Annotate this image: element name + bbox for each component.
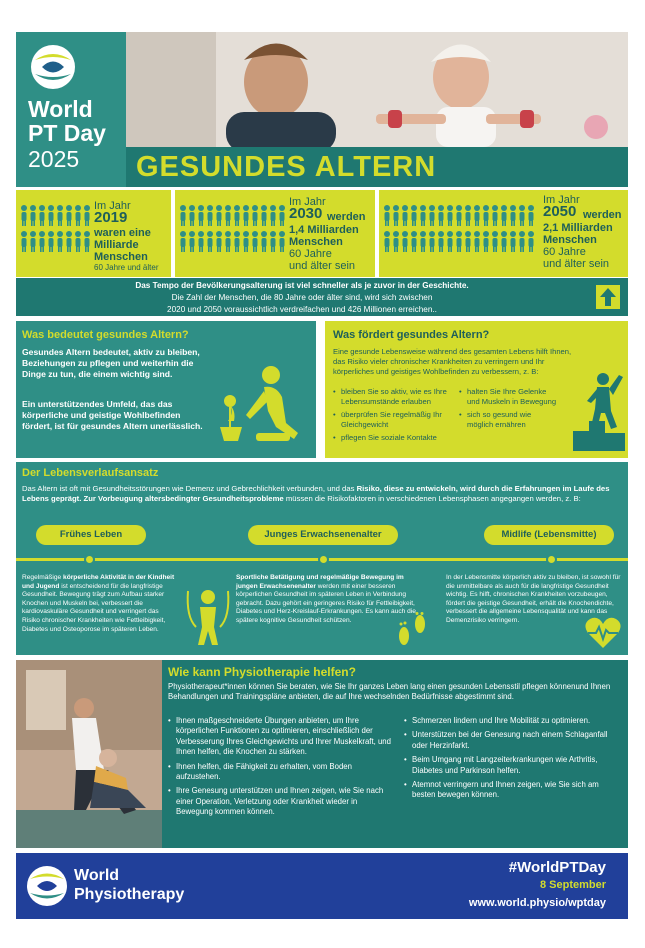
- timeline-dot: [84, 554, 95, 565]
- stat-line3: Menschen: [289, 236, 343, 248]
- box1-title: Was bedeutet gesundes Altern?: [22, 329, 189, 341]
- life-col1-c: ist entscheidend für die langfristige Gesundheit. Bewegung trägt zum Aufbau starker Knochen und Muskeln bei, verbessert die kardiovaskuläre Gesundheit und verringert das Risiko chronischer Krankheiten wie Fettleibigkeit, Diabetes und Osteoporose im späteren Leben.: [22, 582, 166, 633]
- box1-para2: Ein unterstützendes Umfeld, das das körperliche und geistige Wohlbefinden fördert, ist für gesundes Altern unerlässlich.: [22, 399, 203, 431]
- brand-line1: World: [28, 96, 93, 122]
- stage-young-adult: Junges Erwachsenenalter: [248, 525, 398, 545]
- physiotherapy-photo: [16, 660, 162, 848]
- stage-midlife: Midlife (Lebensmitte): [484, 525, 614, 545]
- world-physiotherapy-logo-icon: [26, 865, 68, 907]
- therapist-with-senior-photo: [126, 32, 628, 147]
- world-pt-day-logo-icon: [30, 44, 76, 90]
- list-item: • Atemnot verringern und Ihnen zeigen, wie Sie sich am besten bewegen können.: [404, 780, 614, 801]
- physio-list-col1: [168, 716, 392, 818]
- stat-line1: Im Jahr: [289, 196, 326, 208]
- promote-healthy-aging-box: [325, 321, 628, 458]
- life-intro-c: müssen die Risikofaktoren in verschiedenen Lebensphasen angegangen werden, z. B:: [283, 494, 581, 503]
- stat-year-suffix: werden: [583, 209, 622, 221]
- physio-intro: Physiotherapeut*innen können Sie beraten, wie Sie Ihr ganzes Leben lang einen gesunden Lebensstil pflegen könnenund Ihnen Behandlungen und Trainingspläne anbieten, die auf Ihre wechselnden Bedürfnisse abgestimmt sind.: [168, 682, 611, 701]
- life-intro-b: Risiko, diese zu entwickeln, wird durch die Erfahrungen im Laufe des Lebens geprägt. Zur Vorbeugung altersbedingter Gesundheitsprobleme: [22, 484, 610, 503]
- people-group-icon: [179, 204, 285, 254]
- banner-line2: Die Zahl der Menschen, die 80 Jahre oder älter sind, wird sich zwischen: [171, 293, 433, 302]
- list-item: • Ihre Genesung unterstützen und Ihnen zeigen, wie Sie nach einer Operation, Verletzung oder Krankheit wieder in Bewegung kommen können.: [168, 786, 392, 817]
- brand-panel: [16, 32, 126, 187]
- stat-year-suffix: werden: [327, 211, 366, 223]
- jump-rope-child-icon: [184, 587, 232, 649]
- box2-intro: Eine gesunde Lebensweise während des gesamten Lebens hilft Ihnen, das Risiko vieler chronischer Krankheiten zu verringern und Ihr körperliches und geistiges Wohlbefinden zu verbessern, z. B:: [333, 347, 572, 376]
- arrow-up-badge: [596, 285, 620, 309]
- life-col3: In der Lebensmitte körperlich aktiv zu bleiben, ist sowohl für die unmittelbare als auch für die langfristige Gesundheit wichtig. Es hilft, chronischen Krankheiten vorzubeugen, fördert die geistige Gesundheit, erhält die Knochendichte, verbessert die allgemeine Lebensqualität und kann das Demenzrisiko verringern.: [446, 574, 621, 624]
- stat-line2: 2,1 Milliarden: [543, 222, 613, 234]
- life-col1-a: Regelmäßige: [22, 574, 64, 581]
- stat-line2: waren eine: [94, 227, 151, 239]
- arrow-up-icon: [596, 285, 620, 309]
- life-title: Der Lebensverlaufsansatz: [22, 467, 159, 479]
- stat-line1: Im Jahr: [543, 194, 580, 206]
- stat-year: 2030: [289, 205, 323, 222]
- aging-banner: [16, 278, 628, 316]
- footer-hashtag: #WorldPTDay: [508, 859, 606, 876]
- title-bar: [126, 147, 628, 187]
- heart-pulse-icon: [584, 616, 622, 650]
- list-item: • bleiben Sie so aktiv, wie es Ihre Lebensumstände erlauben: [333, 387, 453, 407]
- stat-line5: 60 Jahre und älter: [94, 263, 159, 272]
- box2-title: Was fördert gesundes Altern?: [333, 329, 490, 341]
- what-is-healthy-aging-box: [16, 321, 316, 458]
- list-item: • Ihnen maßgeschneiderte Übungen anbieten, um Ihre körperlichen Funktionen zu optimieren, einschließlich der Verbesserung Ihres Gleichgewichts und Ihrer Muskelkraft, und Ihnen helfen, die Knochen zu stärken.: [168, 716, 392, 758]
- list-item: • Unterstützen bei der Genesung nach einem Schlaganfall oder Herzinfarkt.: [404, 730, 614, 751]
- stat-2050: [379, 190, 628, 277]
- list-item: • sich so gesund wie möglich ernähren: [459, 410, 559, 430]
- banner-line3: 2020 und 2050 voraussichtlich verdreifachen und 426 Millionen erreichen..: [167, 305, 437, 314]
- physio-title: Wie kann Physiotherapie helfen?: [168, 665, 356, 679]
- timeline-dot: [546, 554, 557, 565]
- therapist-assisting-senior-photo: [16, 660, 162, 848]
- brand-year: 2025: [28, 146, 80, 172]
- stage-early-life: Frühes Leben: [36, 525, 146, 545]
- box1-para1: Gesundes Altern bedeutet, aktiv zu bleiben, Beziehungen zu pflegen und weiterhin die Dinge zu tun, die einem wichtig sind.: [22, 347, 200, 379]
- footer-org-line2: Physiotherapy: [74, 886, 185, 903]
- timeline-dot: [318, 554, 329, 565]
- footer-url[interactable]: www.world.physio/wptday: [468, 897, 606, 909]
- list-item: • Ihnen helfen, die Fähigkeit zu erhalten, vom Boden aufzustehen.: [168, 762, 392, 783]
- stat-line1: Im Jahr: [94, 200, 131, 212]
- stat-year: 2050: [543, 203, 577, 220]
- physio-list-col2: [404, 716, 614, 801]
- list-item: • pflegen Sie soziale Kontakte: [333, 433, 453, 443]
- header-photo: [126, 32, 628, 147]
- box2-list-col1: [333, 387, 453, 443]
- life-course-section: [16, 462, 628, 655]
- brand-line2: PT Day: [28, 120, 106, 146]
- stat-line4: Menschen: [94, 251, 148, 263]
- stat-line3: Milliarde: [94, 239, 139, 251]
- life-col2-b: werden mit einer besseren körperlichen Gesundheit im späteren Leben in Verbindung gebracht. Dazu gehört ein geringeres Risiko für Fettleibigkeit, Diabetes und Herz-Kreislauf-Erkrankungen. Es kann auch die spätere kognitive Gesundheit schützen.: [236, 582, 416, 624]
- life-col2: [236, 574, 420, 626]
- climbing-stairs-icon: [573, 371, 625, 451]
- stat-year: 2019: [94, 209, 128, 226]
- people-group-icon: [20, 204, 92, 254]
- people-group-icon: [383, 204, 535, 254]
- stat-2019: [16, 190, 171, 277]
- stat-2030: [175, 190, 375, 277]
- stat-line3: Menschen: [543, 234, 597, 246]
- banner-line1: Das Tempo der Bevölkerungsalterung ist viel schneller als je zuvor in der Geschichte.: [135, 281, 469, 290]
- list-item: • Beim Umgang mit Langzeiterkrankungen wie Arthritis, Diabetes und Parkinson helfen.: [404, 755, 614, 776]
- life-intro-a: Das Altern ist oft mit Gesundheitsstörungen wie Demenz und Gebrechlichkeit verbunden, und das: [22, 484, 357, 493]
- stat-line5: und älter sein: [543, 258, 610, 270]
- footer: [16, 853, 628, 919]
- gardening-person-icon: [216, 361, 306, 446]
- box2-list-col2: [459, 387, 559, 430]
- footer-date: 8 September: [539, 879, 606, 891]
- stat-line4: 60 Jahre: [543, 246, 586, 258]
- footprints-icon: [394, 612, 434, 652]
- life-col1: [22, 574, 178, 634]
- life-col2-a: Sportliche Betätigung und regelmäßige Bewegung im jungen Erwachsenenalter: [236, 574, 404, 590]
- list-item: • überprüfen Sie regelmäßig Ihr Gleichgewicht: [333, 410, 453, 430]
- list-item: • Schmerzen lindern und Ihre Mobilität zu optimieren.: [404, 716, 614, 726]
- stat-line2: 1,4 Milliarden: [289, 224, 359, 236]
- footer-org-line1: World: [74, 867, 120, 884]
- life-intro: [22, 484, 618, 504]
- life-col1-b: körperliche Aktivität in der Kindheit und Jugend: [22, 574, 175, 590]
- stat-line4: 60 Jahre: [289, 248, 332, 260]
- stat-line5: und älter sein: [289, 260, 356, 272]
- list-item: • halten Sie Ihre Gelenke und Muskeln in Bewegung: [459, 387, 559, 407]
- page-title: GESUNDES ALTERN: [136, 151, 437, 183]
